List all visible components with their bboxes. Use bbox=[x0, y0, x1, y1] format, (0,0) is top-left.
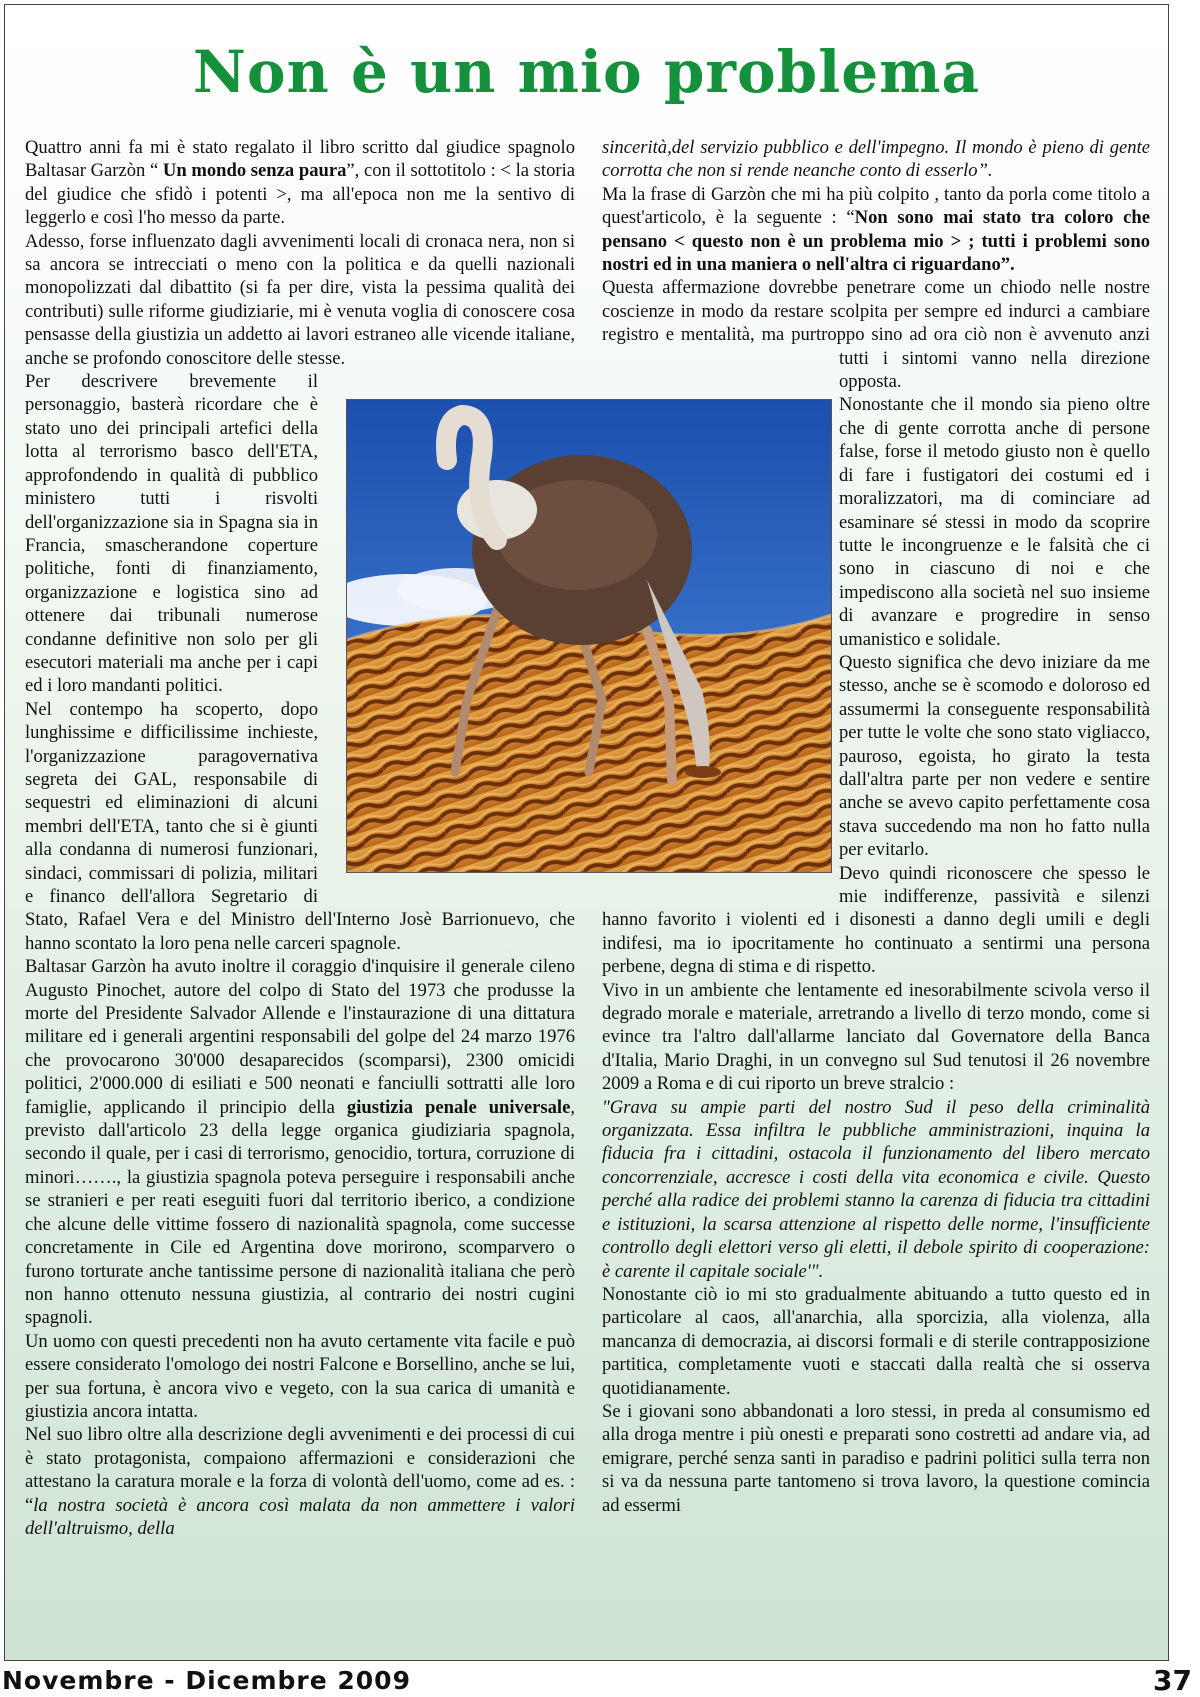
quote: sincerità,del servizio pubblico e dell'impegno. Il mondo è pieno di gente corrotta che non si rende neanche conto di esserlo”. bbox=[602, 137, 1150, 182]
paragraph: Per descrivere brevemente il personaggio, basterà ricordare che è stato uno dei principali artefici della lotta al terrorismo basco dell'ETA, approfondendo in qualità di pubblico ministero tutti i risvolti dell'organizzazione sia in Spagna sia in Francia, smascherandone coperture politiche, fonti di finanziamento, organizzazione e logistica sino ad ottenere dai tribunali numerose condanne definitive non solo per gli esecutori materiali ma anche per i capi ed i loro mandanti politici. bbox=[25, 371, 318, 697]
quote: "Grava su ampie parti del nostro Sud il peso della criminalità organizzata. Essa infiltra le pubbliche amministrazioni, inquina la fiducia fra i cittadini, ostacola il funzionamento del libero mercato concorrenziale, accresce i costi della vita economica e civile. Questo perché alla radice dei problemi stanno la carenza di fiducia tra cittadini e istituzioni, la scarsa attenzione al rispetto delle norme, l'insufficiente controllo degli elettori verso gli eletti, il debole spirito di cooperazione: è carente il capitale sociale'". bbox=[602, 1096, 1150, 1282]
page-number: 37 bbox=[1153, 1664, 1192, 1697]
key-quote: Non sono mai stato tra coloro che pensano < questo non è un problema mio > ; tutti i problemi sono nostri ed in una maniera o nell'altra ci riguardano”. bbox=[602, 207, 1151, 276]
paragraph: Nonostante ciò io mi sto gradualmente abituando a tutto questo ed in particolare al caos, all'anarchia, alla sporcizia, alla violenza, alla mancanza di democrazia, ai discorsi formali e di sterile contrapposizione partitica, completamente vuoti e staccati dalla realtà che si osserva quotidianamente. bbox=[602, 1283, 1150, 1399]
paragraph: Baltasar Garzòn ha avuto inoltre il coraggio d'inquisire il generale cileno Augusto Pinochet, autore del colpo di Stato del 1973 che produsse la morte del Presidente Salvador Allende e l'instaurazione di una dittatura militare ed i generali argentini responsabili del golpe del 24 marzo 1976 che provocarono 30'000 desaparecidos (scomparsi), 2300 omicidi politici, 2'000.000 di esiliati e 500 neonati e fanciulli sottratti alle loro famiglie, applicando il principio della giustizia penale universale, previsto dall'articolo 23 della legge organica giudiziaria spagnola, secondo il quale, per i casi di terrorismo, genocidio, tortura, corruzione di minori……., la giustizia spagnola poteva perseguire i responsabili anche se stranieri e per reati eseguiti fuori dal territorio iberico, a condizione che alcune delle vittime fossero di nazionalità spagnola, come successe concretamente in Cile ed Argentina dove morirono, scomparvero o furono torturate anche tantissime persone di nazionalità italiana che però non hanno ottenuto nessuna giustizia, al contrario dei nostri cugini spagnoli. bbox=[25, 956, 575, 1329]
paragraph: Nel suo libro oltre alla descrizione degli avvenimenti e dei processi di cui è stato protagonista, compaiono affermazioni e considerazioni che attestano la caratura morale e la forza di volontà dell'uomo, come ad es. : “la nostra società è ancora così malata da non ammettere i valori dell'altruismo, della bbox=[25, 1424, 575, 1539]
paragraph: Adesso, forse influenzato dagli avvenimenti locali di cronaca nera, non si sa ancora se intrecciati o meno con la politica e da quelli nazionali monopolizzati dal dibattito (si fa per dire, vista la pessima qualità dei contributi) sulle riforme giudiziarie, mi è venuta voglia di conoscere cosa pensasse della giustizia un addetto ai lavori estraneo alle vicende italiane, anche se profondo conoscitore delle stesse. bbox=[25, 230, 575, 369]
paragraph: Quattro anni fa mi è stato regalato il libro scritto dal giudice spagnolo Baltasar Garzòn “ Un mondo senza paura”, con il sottotitolo : < la storia del giudice che sfidò i potenti >, ma all'epoca non me la sentivo di leggerlo e così l'ho messo da parte. bbox=[25, 137, 575, 229]
paragraph: Ma la frase di Garzòn che mi ha più colpito , tanto da porla come titolo a quest'articolo, è la seguente : “Non sono mai stato tra coloro che pensano < questo non è un problema mio > ; tutti i problemi sono nostri ed in una maniera o nell'altra ci riguardano”. bbox=[602, 183, 1151, 276]
book-title: Un mondo senza paura bbox=[162, 160, 347, 182]
ostrich-photo bbox=[346, 399, 832, 873]
paragraph: Vivo in un ambiente che lentamente ed inesorabilmente scivola verso il degrado morale e materiale, arretrando a livello di terzo mondo, come si evince tra l'altro dall'allarme lanciato dal Governatore della Banca d'Italia, Mario Draghi, in un convegno sul Sud tenutosi il 26 novembre 2009 a Roma e di cui riporto un breve stralcio : bbox=[602, 979, 1150, 1095]
paragraph: Devo quindi riconoscere che spesso le mie indifferenze, passività e silenzi hanno favorito i violenti ed i disonesti a danno degli umili e degli indifesi, ma io ipocritamente ho continuato a sentirmi una persona perbene, degna di stima e di rispetto. bbox=[602, 862, 1150, 978]
paragraph: Questo significa che devo iniziare da me stesso, anche se è scomodo e doloroso ed assumermi la conseguente responsabilità per tutte le volte che sono stato vigliacco, pauroso, egoista, ho girato la testa dall'altra parte per non vedere e sentire anche se avevo capito perfettamente cosa stava succedendo ma non ho fatto nulla per evitarlo. bbox=[839, 651, 1150, 861]
paragraph: Nonostante che il mondo sia pieno oltre che di gente corrotta anche di persone false, forse il metodo giusto non è quello di fare i fustigatori dei costumi ed i moralizzatori, ma di cominciare ad esaminare sé stessi in modo da scoprire tutte le incongruenze e le falsità che ci sono in ciascuno di noi e che impediscono alla società nel suo insieme di avanzare e progredire in senso umanistico e solidale. bbox=[839, 394, 1150, 650]
article-title: Non è un mio problema bbox=[192, 38, 981, 106]
paragraph: Un uomo con questi precedenti non ha avuto certamente vita facile e può essere considerato l'omologo dei nostri Falcone e Borsellino, anche se lui, per sua fortuna, è ancora vivo e vegeto, con la sua carica di umanità e giustizia ancora intatta. bbox=[25, 1330, 575, 1422]
bold-phrase: giustizia penale universale bbox=[346, 1096, 571, 1118]
paragraph: Questa affermazione dovrebbe penetrare come un chiodo nelle nostre coscienze in modo da restare scolpita per sempre ed indurci a cambiare registro e mentalità, ma purtroppo sino ad ora ciò non è avvenuto anzi tutti i sintomi vanno nella direzione opposta. bbox=[602, 277, 1150, 393]
paragraph: Se i giovani sono abbandonati a loro stessi, in preda al consumismo ed alla droga mentre i più onesti e preparati sono costretti ad andare via, ad emigrare, perché senza santi in paradiso e padrini politici sulla terra non si va da nessuna parte tantomeno si trova lavoro, la questione comincia ad essermi bbox=[602, 1400, 1150, 1516]
quote: la nostra società è ancora così malata da non ammettere i valori dell'altruismo, della bbox=[25, 1494, 575, 1539]
magazine-page bbox=[4, 4, 1169, 1661]
paragraph: Nel contempo ha scoperto, dopo lunghissime e difficilissime inchieste, l'organizzazione paragovernativa segreta dei GAL, responsabile di sequestri ed eliminazioni di alcuni membri dell'ETA, tanto che si è giunti alla condanna di numerosi funzionari, sindaci, commissari di polizia, militari e financo dell'allora Segretario di Stato, Rafael Vera e del Ministro dell'Interno Josè Barrionuevo, che hanno scontato la loro pena nelle carceri spagnole. bbox=[25, 698, 575, 954]
issue-date: Novembre - Dicembre 2009 bbox=[2, 1666, 411, 1695]
